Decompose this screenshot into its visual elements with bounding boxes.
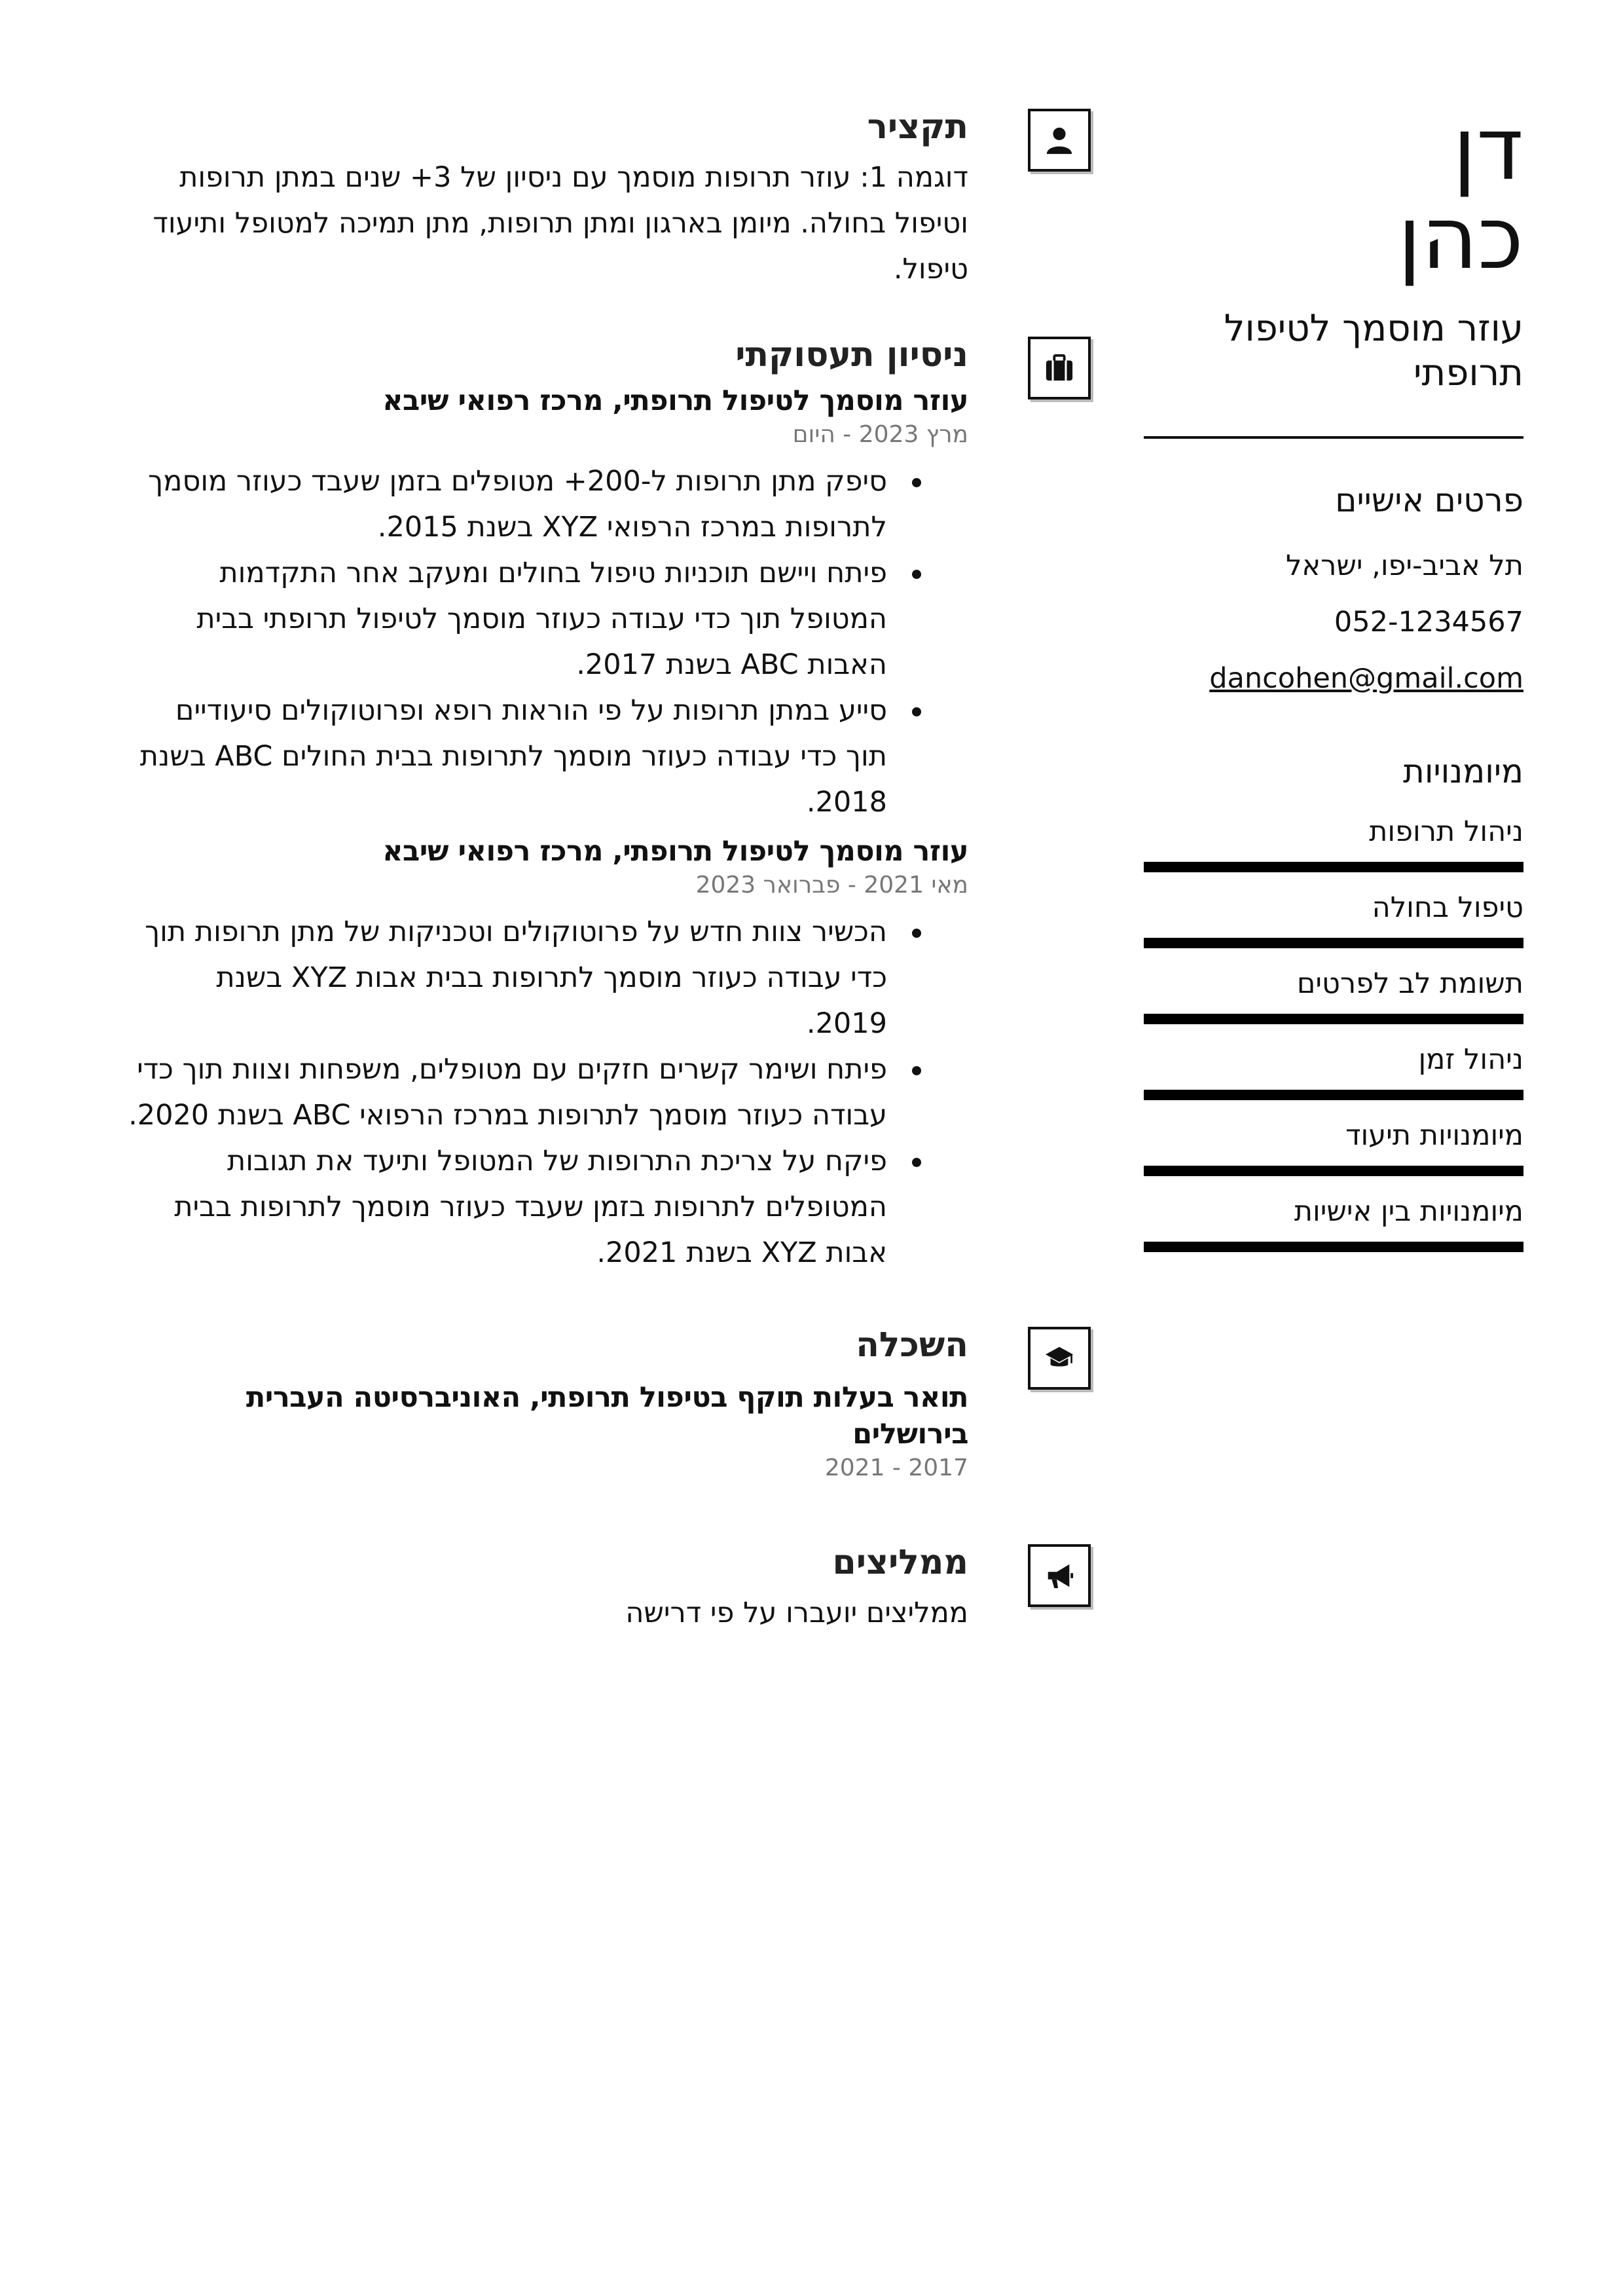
- education-section: [127, 1323, 968, 1484]
- last-name: כהן: [1397, 188, 1523, 289]
- job-dates: מרץ 2023 - היום: [792, 421, 968, 448]
- personal-details-heading: פרטים אישיים: [1335, 481, 1523, 519]
- job-role: עוזר מוסמך לטיפול תרופתי, מרכז רפואי שיבא: [382, 384, 968, 417]
- first-name: דן: [1452, 99, 1523, 200]
- references-text: ממליצים יועברו על פי דרישה: [625, 1597, 968, 1629]
- sidebar: [1144, 99, 1523, 1252]
- job-role: עוזר מוסמך לטיפול תרופתי, מרכז רפואי שיבא: [382, 835, 968, 868]
- candidate-name: [1144, 99, 1523, 289]
- person-icon: [1028, 109, 1091, 172]
- skill-level-bar: [1144, 1014, 1523, 1024]
- list-item: סיפק מתן תרופות ל-200+ מטופלים בזמן שעבד כעוזר מוסמך לתרופות במרכז הרפואי XYZ בשנת 2015.: [127, 458, 887, 550]
- job-title: עוזר מוסמך לטיפול תרופתי: [1224, 307, 1523, 394]
- skill-label: מיומנויות בין אישיות: [1294, 1195, 1523, 1228]
- phone: 052-1234567: [1334, 606, 1523, 639]
- skills-list: [1144, 815, 1523, 1252]
- summary-text: דוגמה 1: עוזר תרופות מוסמך עם ניסיון של 3+ שנים במתן תרופות וטיפול בחולה. מיומן בארגון ומתן תרופות, מתן תמיכה למטופל ותיעוד טיפול.: [153, 161, 968, 286]
- skill-level-bar: [1144, 1090, 1523, 1100]
- job-bullets: [127, 458, 968, 825]
- graduation-cap-icon: [1028, 1327, 1091, 1390]
- references-section: [127, 1540, 968, 1636]
- list-item: פיתח ויישם תוכניות טיפול בחולים ומעקב אחר התקדמות המטופל תוך כדי עבודה כעוזר מוסמך לטיפול תרופתי בבית האבות ABC בשנת 2017.: [127, 550, 887, 688]
- skill-level-bar: [1144, 1166, 1523, 1176]
- skill-item: [1144, 1194, 1523, 1252]
- skill-item: [1144, 891, 1523, 948]
- skill-item: [1144, 1119, 1523, 1176]
- summary-title: תקציר: [867, 107, 968, 147]
- skill-item: [1144, 967, 1523, 1024]
- skill-level-bar: [1144, 1242, 1523, 1252]
- list-item: סייע במתן תרופות על פי הוראות רופא ופרוטוקולים סיעודיים תוך כדי עבודה כעוזר מוסמך לתרופות בבית החולים ABC בשנת 2018.: [127, 688, 887, 825]
- references-title: ממליצים: [832, 1543, 968, 1582]
- sidebar-divider: [1144, 436, 1523, 439]
- job-dates: מאי 2021 - פברואר 2023: [695, 872, 968, 898]
- skills-heading: מיומנויות: [1402, 752, 1523, 790]
- skill-item: [1144, 1043, 1523, 1100]
- skill-item: [1144, 815, 1523, 872]
- megaphone-icon: [1028, 1544, 1091, 1607]
- briefcase-icon: [1028, 337, 1091, 399]
- skill-label: ניהול זמן: [1418, 1043, 1523, 1076]
- job-entry: [127, 382, 968, 825]
- skill-level-bar: [1144, 938, 1523, 948]
- email-link[interactable]: dancohen@gmail.com: [1209, 662, 1523, 695]
- skill-level-bar: [1144, 862, 1523, 872]
- location: תל אביב-יפו, ישראל: [1285, 549, 1523, 582]
- main-content: [127, 105, 968, 1636]
- list-item: פיקח על צריכת התרופות של המטופל ותיעד את תגובות המטופלים לתרופות בזמן שעבד כעוזר מוסמך לתרופות בבית אבות XYZ בשנת 2021.: [127, 1138, 887, 1276]
- degree: תואר בעלות תוקף בטיפול תרופתי, האוניברסיטה העברית בירושלים: [246, 1381, 968, 1451]
- summary-section: [127, 105, 968, 292]
- skill-label: מיומנויות תיעוד: [1345, 1119, 1523, 1152]
- skill-label: תשומת לב לפרטים: [1296, 967, 1523, 1000]
- education-dates: 2017 - 2021: [824, 1454, 968, 1481]
- education-title: השכלה: [856, 1325, 968, 1365]
- job-bullets: [127, 909, 968, 1276]
- experience-section: [127, 333, 968, 1276]
- list-item: פיתח ושימר קשרים חזקים עם מטופלים, משפחות וצוות תוך כדי עבודה כעוזר מוסמך לתרופות במרכז הרפואי ABC בשנת 2020.: [127, 1046, 887, 1138]
- list-item: הכשיר צוות חדש על פרוטוקולים וטכניקות של מתן תרופות תוך כדי עבודה כעוזר מוסמך לתרופות בבית אבות XYZ בשנת 2019.: [127, 909, 887, 1046]
- skill-label: ניהול תרופות: [1369, 815, 1523, 848]
- job-entry: [127, 833, 968, 1276]
- education-entry: [127, 1379, 968, 1484]
- experience-title: ניסיון תעסוקתי: [735, 335, 968, 375]
- skill-label: טיפול בחולה: [1372, 891, 1523, 924]
